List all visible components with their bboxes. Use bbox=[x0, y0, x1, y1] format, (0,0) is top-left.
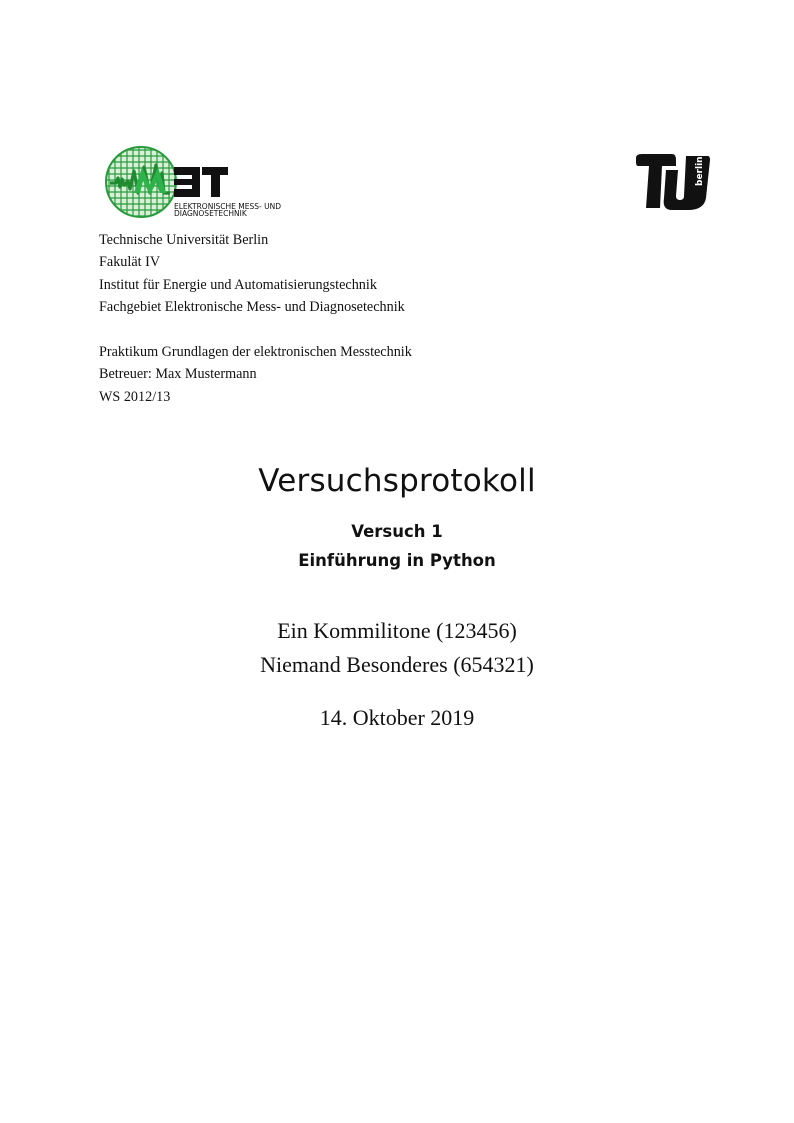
semester: WS 2012/13 bbox=[99, 388, 171, 405]
institution-line-university: Technische Universität Berlin bbox=[99, 232, 269, 248]
tu-berlin-logo-graphic bbox=[632, 152, 712, 214]
document-date: 14. Oktober 2019 bbox=[319, 705, 475, 730]
experiment-number: Versuch 1 bbox=[351, 522, 443, 541]
mdt-logo-graphic bbox=[104, 145, 314, 220]
document-title: Versuchsprotokoll bbox=[258, 463, 536, 499]
tu-berlin-side-text: berlin bbox=[695, 156, 705, 186]
author-2: Niemand Besonderes (654321) bbox=[260, 652, 534, 677]
author-1: Ein Kommilitone (123456) bbox=[277, 618, 517, 643]
institution-line-faculty: Fakulät IV bbox=[99, 254, 161, 271]
experiment-name: Einführung in Python bbox=[298, 551, 496, 570]
course-name: Praktikum Grundlagen der elektronischen Messtechnik bbox=[99, 344, 412, 360]
institution-line-institute: Institut für Energie und Automatisierungstechnik bbox=[99, 276, 377, 293]
course-block bbox=[99, 341, 412, 408]
supervisor: Betreuer: Max Mustermann bbox=[99, 366, 257, 383]
tu-berlin-logo bbox=[632, 152, 712, 214]
mdt-caption-line2: DIAGNOSETECHNIK bbox=[174, 209, 247, 218]
institution-line-department: Fachgebiet Elektronische Mess- und Diagnosetechnik bbox=[99, 299, 405, 316]
mdt-caption-line1: ELEKTRONISCHE MESS- UND bbox=[174, 202, 281, 211]
institution-block bbox=[99, 229, 405, 319]
mdt-logo bbox=[104, 145, 314, 220]
